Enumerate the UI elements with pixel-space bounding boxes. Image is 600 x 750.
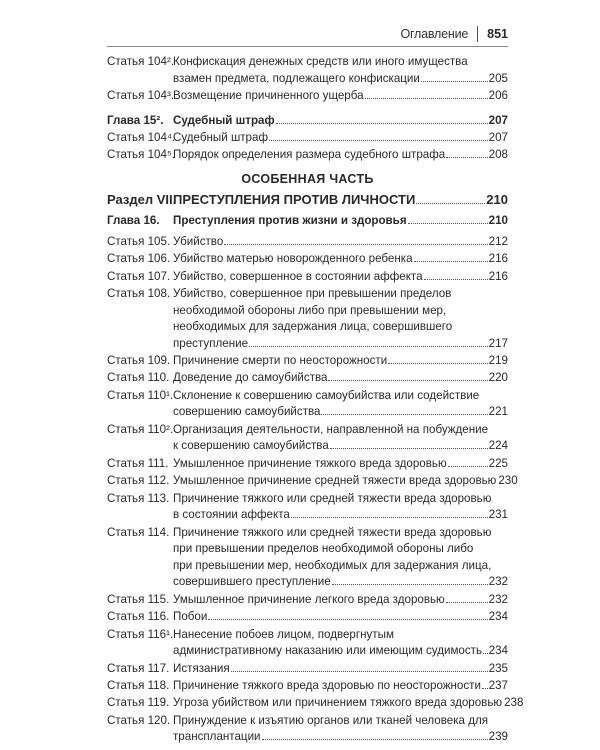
dot-leader bbox=[446, 602, 488, 603]
dot-leader bbox=[224, 244, 487, 245]
toc-entry[interactable] bbox=[107, 213, 508, 230]
dot-leader bbox=[330, 448, 488, 449]
dot-leader bbox=[231, 671, 488, 672]
toc-entry[interactable] bbox=[107, 592, 508, 609]
dot-leader bbox=[328, 380, 487, 381]
toc-entry-title-line: совершению самоубийства bbox=[173, 405, 321, 419]
toc-entry-title-line: при превышении пределов необходимой обороны либо bbox=[173, 542, 474, 556]
toc-entry-page: 210 bbox=[488, 214, 508, 228]
toc-entry-label: Статья 120. bbox=[107, 713, 171, 727]
toc-entry-label: Статья 110². bbox=[107, 422, 174, 436]
toc-entry-page: 207 bbox=[488, 113, 508, 127]
toc-entry-title-line: Конфискация денежных средств или иного имущества bbox=[173, 55, 468, 68]
toc-entry-page: 216 bbox=[488, 252, 508, 266]
toc-block-chapter-15-2 bbox=[107, 113, 508, 164]
toc-entry-title-line: Убийство матерью новорожденного ребенка bbox=[173, 252, 413, 266]
toc-entry-title-line: Убийство, совершенное в состоянии аффекта bbox=[173, 269, 423, 283]
toc-entry-page: 212 bbox=[488, 234, 508, 248]
toc-entry-page: 225 bbox=[488, 456, 508, 470]
dot-leader bbox=[414, 261, 488, 262]
toc-entry-label: Глава 16. bbox=[107, 214, 160, 228]
toc-entry-title-line: Причинение смерти по неосторожности bbox=[173, 354, 388, 368]
toc-entry-title-line: Умышленное причинение средней тяжести вреда здоровью bbox=[173, 474, 497, 488]
toc-entry-title-line: Нанесение побоев лицом, подвергнутым bbox=[173, 627, 394, 641]
dot-leader bbox=[249, 346, 488, 347]
toc-entry-title-line: Умышленное причинение тяжкого вреда здоровью bbox=[173, 456, 447, 470]
toc-entry-title-line: Судебный штраф bbox=[173, 113, 275, 127]
toc-entry-title-line: Принуждение к изъятию органов или тканей человека для bbox=[173, 713, 489, 727]
dot-leader bbox=[276, 123, 488, 124]
toc-entry-page: 205 bbox=[488, 71, 508, 85]
toc-entry-title: ПРЕСТУПЛЕНИЯ ПРОТИВ ЛИЧНОСТИ bbox=[173, 191, 416, 207]
toc-entry-page: 235 bbox=[488, 661, 508, 675]
toc-entry[interactable] bbox=[107, 422, 508, 455]
toc-entry-title-line: Убийство, совершенное при превышении пределов bbox=[173, 286, 452, 300]
toc-entry-title-line: Судебный штраф bbox=[173, 130, 268, 144]
toc-entry[interactable] bbox=[107, 473, 518, 490]
toc-entry-title-line: Склонение к совершению самоубийства или содействие bbox=[173, 388, 480, 402]
toc-entry-page: 230 bbox=[498, 474, 518, 488]
toc-entry[interactable] bbox=[107, 130, 508, 147]
dot-leader bbox=[446, 157, 487, 158]
toc-entry-page: 217 bbox=[488, 336, 508, 350]
toc-entry-title-line: Организация деятельности, направленной на побуждение bbox=[173, 422, 489, 436]
toc-entry-page: 210 bbox=[486, 191, 508, 207]
toc-entry-label: Статья 113. bbox=[107, 491, 170, 505]
toc-entry-page: 238 bbox=[504, 696, 524, 710]
toc-entry-label: Статья 116¹. bbox=[107, 627, 174, 641]
toc-entry[interactable] bbox=[107, 678, 508, 695]
toc-entry-label: Статья 115. bbox=[107, 592, 170, 606]
toc-entry-page: 220 bbox=[488, 371, 508, 385]
toc-entry-label: Статья 117. bbox=[107, 661, 170, 675]
toc-entry-label: Статья 116. bbox=[107, 610, 170, 624]
toc-entry-title-line: трансплантации bbox=[173, 730, 261, 744]
toc-entry-title-line: Причинение тяжкого или средней тяжести вреда здоровью bbox=[173, 525, 492, 539]
toc-entry[interactable] bbox=[107, 88, 508, 105]
toc-entry-label: Статья 110. bbox=[107, 371, 170, 385]
dot-leader bbox=[332, 584, 488, 585]
toc-entry[interactable] bbox=[107, 456, 508, 473]
header-rule bbox=[107, 46, 508, 47]
toc-entry[interactable] bbox=[107, 661, 508, 678]
dot-leader bbox=[269, 140, 488, 141]
dot-leader bbox=[388, 363, 487, 364]
toc-entry[interactable] bbox=[107, 695, 524, 712]
toc-entry-title-line: Угроза убийством или причинением тяжкого вреда здоровью bbox=[173, 696, 503, 710]
toc-entry-title-line: необходимой обороны либо при превышении мер, bbox=[173, 303, 447, 317]
toc-entry-page: 239 bbox=[488, 730, 508, 744]
dot-leader bbox=[421, 81, 488, 82]
toc-entry-title-line: Умышленное причинение легкого вреда здоровью bbox=[173, 592, 445, 606]
toc-entry-label: Статья 118. bbox=[107, 678, 170, 692]
toc-entry[interactable] bbox=[107, 234, 508, 251]
toc-entry-title-line: при превышении мер, необходимых для задержания лица, bbox=[173, 558, 492, 572]
toc-block-chapter-16 bbox=[107, 213, 524, 746]
dot-leader bbox=[424, 279, 488, 280]
toc-entry-label: Глава 15². bbox=[107, 113, 164, 127]
toc-entry-label: Статья 110¹. bbox=[107, 388, 174, 402]
toc-entry-title-line: Истязания bbox=[173, 661, 230, 675]
toc-entry-title-line: Убийство bbox=[173, 234, 224, 248]
dot-leader bbox=[262, 739, 488, 740]
toc-entry-title-line: в состоянии аффекта bbox=[173, 508, 290, 522]
toc-entry-page: 231 bbox=[488, 508, 508, 522]
toc-entry-page: 232 bbox=[488, 592, 508, 606]
toc-entry-label: Статья 119. bbox=[107, 696, 170, 710]
toc-entry[interactable] bbox=[107, 713, 508, 746]
dot-leader bbox=[365, 98, 488, 99]
toc-entry[interactable] bbox=[107, 54, 508, 87]
toc-entry-title-line: к совершению самоубийства bbox=[173, 439, 329, 453]
toc-entry-title-line: Порядок определения размера судебного штрафа bbox=[173, 148, 446, 162]
toc-entry-page: 234 bbox=[488, 610, 508, 624]
toc-entry-page: 221 bbox=[488, 405, 508, 419]
dot-leader bbox=[208, 619, 487, 620]
toc-entry-title-line: административному наказанию или имеющим судимость bbox=[173, 644, 483, 658]
toc-entry-label: Статья 114. bbox=[107, 525, 170, 539]
toc-entry-title-line: взамен предмета, подлежащего конфискации bbox=[173, 71, 420, 85]
toc-entry[interactable] bbox=[107, 609, 508, 626]
toc-entry-label: Статья 112. bbox=[107, 474, 170, 488]
header-divider bbox=[477, 26, 478, 42]
toc-entry[interactable] bbox=[107, 251, 508, 268]
toc-entry-title-line: совершившего преступление bbox=[173, 575, 331, 589]
page-number: 851 bbox=[487, 27, 508, 41]
toc-entry-title-line: Доведение до самоубийства bbox=[173, 371, 328, 385]
toc-entry-title-line: Преступления против жизни и здоровья bbox=[173, 214, 407, 228]
toc-entry-title-line: Причинение тяжкого или средней тяжести вреда здоровью bbox=[173, 491, 492, 505]
toc-entry-label: Статья 104⁴. bbox=[107, 130, 176, 144]
toc-entry[interactable] bbox=[107, 353, 508, 370]
toc-entry-label: Статья 107. bbox=[107, 269, 171, 283]
toc-entry[interactable] bbox=[107, 286, 508, 352]
toc-entry-label: Статья 105. bbox=[107, 234, 171, 248]
toc-entry-label: Статья 106. bbox=[107, 252, 171, 266]
table-of-contents bbox=[107, 54, 524, 747]
toc-entry[interactable] bbox=[107, 525, 508, 591]
toc-entry-page: 207 bbox=[488, 130, 508, 144]
toc-entry[interactable] bbox=[107, 627, 508, 660]
header-section-title: Оглавление bbox=[400, 27, 469, 41]
toc-entry-label: Статья 108. bbox=[107, 286, 171, 300]
toc-entry-page: 219 bbox=[488, 354, 508, 368]
toc-entry[interactable] bbox=[107, 491, 508, 524]
toc-entry-title-line: Побои bbox=[173, 610, 208, 624]
toc-entry-label: Статья 104⁵. bbox=[107, 148, 175, 162]
dot-leader bbox=[291, 517, 488, 518]
toc-entry-label: Статья 111. bbox=[107, 456, 169, 470]
toc-entry-razdel[interactable] bbox=[107, 192, 508, 209]
toc-entry-page: 234 bbox=[488, 644, 508, 658]
toc-entry-label: Раздел VII. bbox=[107, 191, 177, 207]
toc-entry[interactable] bbox=[107, 370, 508, 387]
toc-entry-page: 232 bbox=[488, 575, 508, 589]
dot-leader bbox=[408, 223, 488, 224]
toc-entry[interactable] bbox=[107, 113, 508, 130]
toc-entry-label: Статья 104³. bbox=[107, 88, 175, 102]
toc-entry-page: 216 bbox=[488, 269, 508, 283]
toc-entry-label: Статья 109. bbox=[107, 354, 171, 368]
toc-entry[interactable] bbox=[107, 269, 508, 286]
toc-entry[interactable] bbox=[107, 147, 508, 164]
toc-entry-label: Статья 104². bbox=[107, 55, 175, 68]
toc-entry-page: 224 bbox=[488, 439, 508, 453]
dot-leader bbox=[483, 653, 488, 654]
dot-leader bbox=[416, 203, 485, 204]
dot-leader bbox=[448, 466, 488, 467]
toc-entry-title-line: Причинение тяжкого вреда здоровью по неосторожности bbox=[173, 678, 481, 692]
dot-leader bbox=[321, 414, 487, 415]
toc-entry-title-line: необходимых для задержания лица, совершившего bbox=[173, 320, 453, 334]
toc-entry-page: 206 bbox=[488, 88, 508, 102]
toc-entry[interactable] bbox=[107, 388, 508, 421]
toc-block-general-part bbox=[107, 54, 508, 105]
part-heading: ОСОБЕННАЯ ЧАСТЬ bbox=[241, 171, 374, 186]
running-header bbox=[400, 26, 508, 42]
toc-entry-title-line: преступление bbox=[173, 336, 249, 350]
toc-entry-page: 237 bbox=[488, 678, 508, 692]
dot-leader bbox=[482, 688, 488, 689]
toc-entry-page: 208 bbox=[488, 148, 508, 162]
toc-entry-title-line: Возмещение причиненного ущерба bbox=[173, 88, 364, 102]
